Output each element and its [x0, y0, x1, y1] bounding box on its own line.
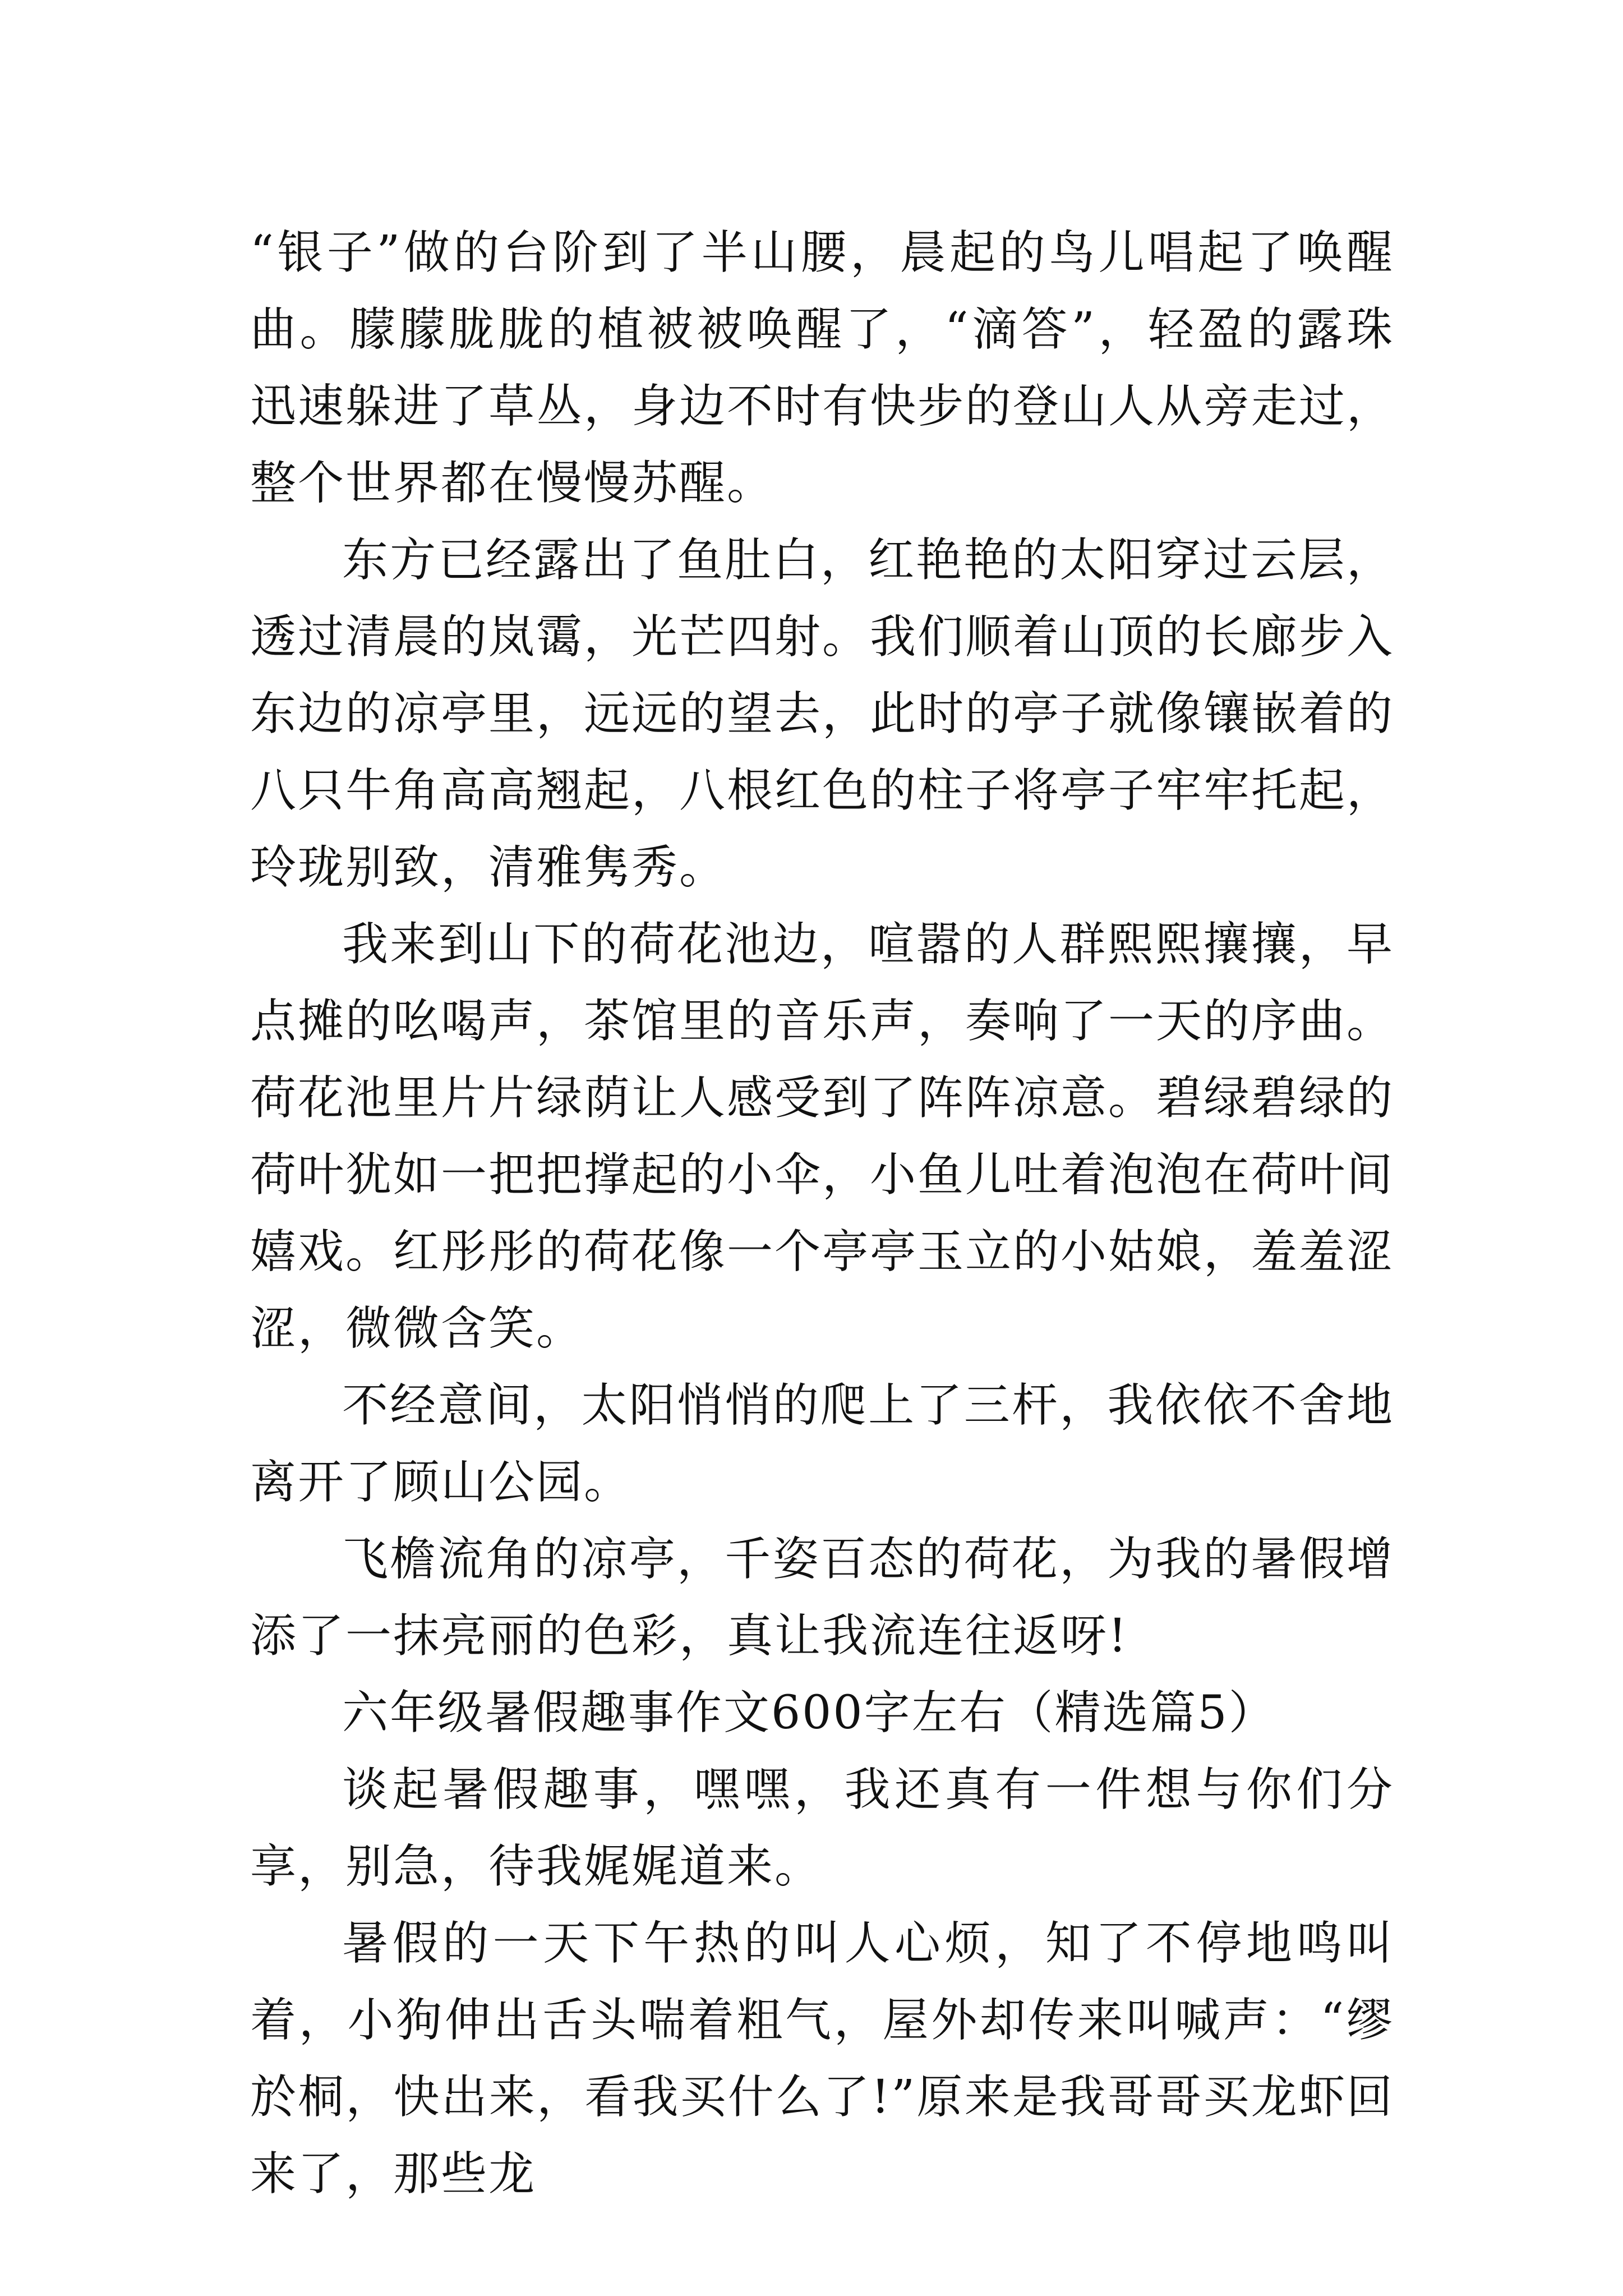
paragraph-6: 谈起暑假趣事，嘿嘿，我还真有一件想与你们分享，别急，待我娓娓道来。 — [250, 1763, 1394, 1893]
paragraph-4: 不经意间，太阳悄悄的爬上了三杆，我依依不舍地离开了顾山公园。 — [250, 1379, 1394, 1509]
paragraph-1: “银子”做的台阶到了半山腰，晨起的鸟儿唱起了唤醒曲。朦朦胧胧的植被被唤醒了，“滴答”，轻盈的露珠迅速躲进了草丛，身边不时有快步的登山人从旁走过，整个世界都在慢慢苏醒。 — [250, 226, 1395, 510]
essay-heading: 六年级暑假趣事作文600字左右（精选篇5） — [342, 1686, 1276, 1740]
paragraph-7: 暑假的一天下午热的叫人心烦，知了不停地鸣叫着，小狗伸出舌头喘着粗气，屋外却传来叫喊声：“缪於桐，快出来，看我买什么了!”原来是我哥哥买龙虾回来了，那些龙 — [250, 1917, 1394, 2201]
paragraph-5: 飞檐流角的凉亭，千姿百态的荷花，为我的暑假增添了一抹亮丽的色彩，真让我流连往返呀! — [250, 1533, 1394, 1663]
document-body — [250, 214, 1394, 2212]
paragraph-2: 东方已经露出了鱼肚白，红艳艳的太阳穿过云层，透过清晨的岚霭，光芒四射。我们顺着山顶的长廊步入东边的凉亭里，远远的望去，此时的亭子就像镶嵌着的八只牛角高高翘起，八根红色的柱子将亭子牢牢托起，玲珑别致，清雅隽秀。 — [250, 533, 1395, 894]
paragraph-3: 我来到山下的荷花池边，喧嚣的人群熙熙攘攘，早点摊的吆喝声，茶馆里的音乐声，奏响了一天的序曲。荷花池里片片绿荫让人感受到了阵阵凉意。碧绿碧绿的荷叶犹如一把把撑起的小伞，小鱼儿吐着泡泡在荷叶间嬉戏。红彤彤的荷花像一个亭亭玉立的小姑娘，羞羞涩涩，微微含笑。 — [250, 918, 1395, 1355]
